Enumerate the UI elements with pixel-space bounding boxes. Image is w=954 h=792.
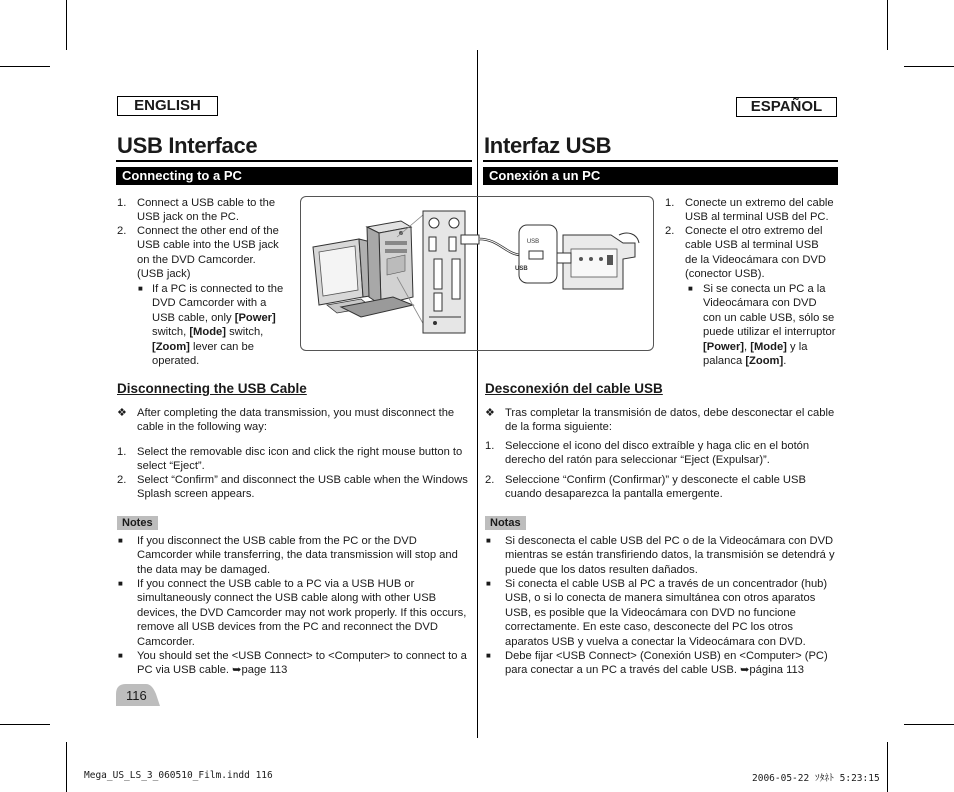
intro-text: Tras completar la transmisión de datos, debe desconectar el cable de la forma siguiente: [505, 407, 835, 434]
language-tag-english: ENGLISH [117, 96, 218, 116]
bullet-text: If a PC is connected to the DVD Camcorder with a USB cable, only [Power] switch, [Mode] switch, [Zoom] lever can be operated. [152, 283, 284, 368]
crop-mark [904, 724, 954, 725]
bullet-square: ■ [486, 536, 491, 545]
step-text: Seleccione el icono del disco extraíble y haga clic en el botón derecho del ratón para seleccionar “Eject (Expulsar)”. [505, 440, 810, 467]
page-number-tab [116, 684, 160, 706]
section-heading-connecting: Connecting to a PC [116, 167, 472, 185]
notes-badge: Notas [485, 516, 526, 530]
pc-tower-icon [367, 221, 413, 305]
crop-mark [66, 742, 67, 792]
rich-line: switch, [Mode] switch, [152, 326, 264, 339]
section-heading-disconnecting: Disconnecting the USB Cable [117, 381, 307, 396]
bullet-square: ■ [118, 579, 123, 588]
step-number: 1. [117, 446, 127, 458]
title-rule [116, 160, 472, 162]
section-heading-conexion: Conexión a un PC [483, 167, 838, 185]
step-text: Select the removable disc icon and click the right mouse button to select “Eject”. [137, 446, 463, 473]
note-item: If you disconnect the USB cable from the PC or the DVD Camcorder while transferring, the data transmission will stop and the data may be damaged. [137, 535, 458, 576]
bullet-square: ■ [138, 284, 143, 293]
rich-line: palanca [Zoom]. [703, 355, 787, 368]
language-tag-espanol: ESPAÑOL [736, 97, 837, 117]
crop-mark [66, 0, 67, 50]
bullet-square: ■ [486, 651, 491, 660]
illustration-svg [301, 197, 655, 352]
step-text: Conecte el otro extremo del cable USB al terminal USB de la Videocámara con DVD (conector USB). [685, 225, 826, 281]
note-item: Si desconecta el cable USB del PC o de la Videocámara con DVD mientras se están transfiriendo datos, la transmisión se detendrá y puede que los datos resulten dañados. [505, 535, 835, 576]
note-item: You should set the <USB Connect> to <Computer> to connect to a PC via USB cable. ➥page 113 [137, 650, 467, 677]
center-divider [477, 50, 478, 738]
rich-line: [Power], [Mode] y la [703, 340, 808, 353]
crop-mark [887, 0, 888, 50]
crop-mark [904, 66, 954, 67]
crop-mark [0, 724, 50, 725]
intro-text: After completing the data transmission, you must disconnect the cable in the following way: [137, 407, 455, 434]
bullet-square: ■ [118, 651, 123, 660]
step-text: Connect a USB cable to the USB jack on the PC. [137, 197, 276, 224]
bullet-square: ■ [688, 284, 693, 293]
step-number: 1. [117, 197, 127, 209]
step-number: 2. [665, 225, 675, 237]
note-item: Debe fijar <USB Connect> (Conexión USB) en <Computer> (PC) para conectar a un PC a través del cable USB. ➥página 113 [505, 650, 828, 677]
page-title-espanol: Interfaz USB [484, 133, 612, 158]
usb-port-callout [515, 225, 557, 283]
rich-line: [Zoom] lever can be [152, 340, 254, 353]
diamond-bullet: ❖ [117, 407, 128, 419]
step-number: 2. [117, 474, 127, 486]
step-number: 1. [485, 440, 495, 452]
diamond-bullet: ❖ [485, 407, 496, 419]
page-title-english: USB Interface [117, 133, 258, 158]
step-text: Seleccione “Confirm (Confirmar)” y desconecte el cable USB cuando desaparezca la pantalla emergente. [505, 474, 806, 501]
bullet-square: ■ [118, 536, 123, 545]
step-number: 1. [665, 197, 675, 209]
footer-file-info: Mega_US_LS_3_060510_Film.indd 116 [84, 770, 273, 781]
bullet-square: ■ [486, 579, 491, 588]
usb-port-label: USB [526, 239, 540, 245]
page-number: 116 [126, 688, 147, 703]
step-number: 2. [485, 474, 495, 486]
pc-rear-panel-icon [423, 211, 465, 333]
step-text: Select “Confirm” and disconnect the USB cable when the Windows Splash screen appears. [137, 474, 468, 501]
step-text: Connect the other end of the USB cable into the USB jack on the DVD Camcorder. (USB jack) [137, 225, 279, 281]
crop-mark [887, 742, 888, 792]
usb-connection-illustration [300, 196, 654, 351]
crop-mark [0, 66, 50, 67]
usb-symbol-label: USB [515, 266, 528, 272]
section-heading-desconexion: Desconexión del cable USB [485, 381, 663, 396]
note-item: If you connect the USB cable to a PC via a USB HUB or simultaneously connect the USB cable along with other USB devices, the DVD Camcorder may not work properly. If this occurs, remove all USB devices from the PC and reconnect the DVD Camcorder. [137, 578, 467, 648]
step-text: Conecte un extremo del cable USB al terminal USB del PC. [685, 197, 834, 224]
bullet-text: Si se conecta un PC a la Videocámara con DVD con un cable USB, sólo se puede utilizar el interruptor [Power], [Mode] y la palanca [Zoom]. [703, 283, 836, 368]
dvd-camcorder-icon [557, 233, 639, 289]
step-number: 2. [117, 225, 127, 237]
footer-timestamp: 2006-05-22 ｿﾀﾈﾄ 5:23:15 [752, 773, 880, 784]
rich-line: USB cable, only [Power] [152, 311, 276, 324]
title-rule [483, 160, 838, 162]
notes-badge: Notes [117, 516, 158, 530]
note-item: Si conecta el cable USB al PC a través de un concentrador (hub) USB, o si lo conecta de manera simultánea con otros aparatos USB, es posible que la Videocámara con DVD no funcione correctamente. En este caso, desconecte del PC los otros aparatos USB y vuelva a conectar la Videocámara con DVD. [505, 578, 828, 648]
